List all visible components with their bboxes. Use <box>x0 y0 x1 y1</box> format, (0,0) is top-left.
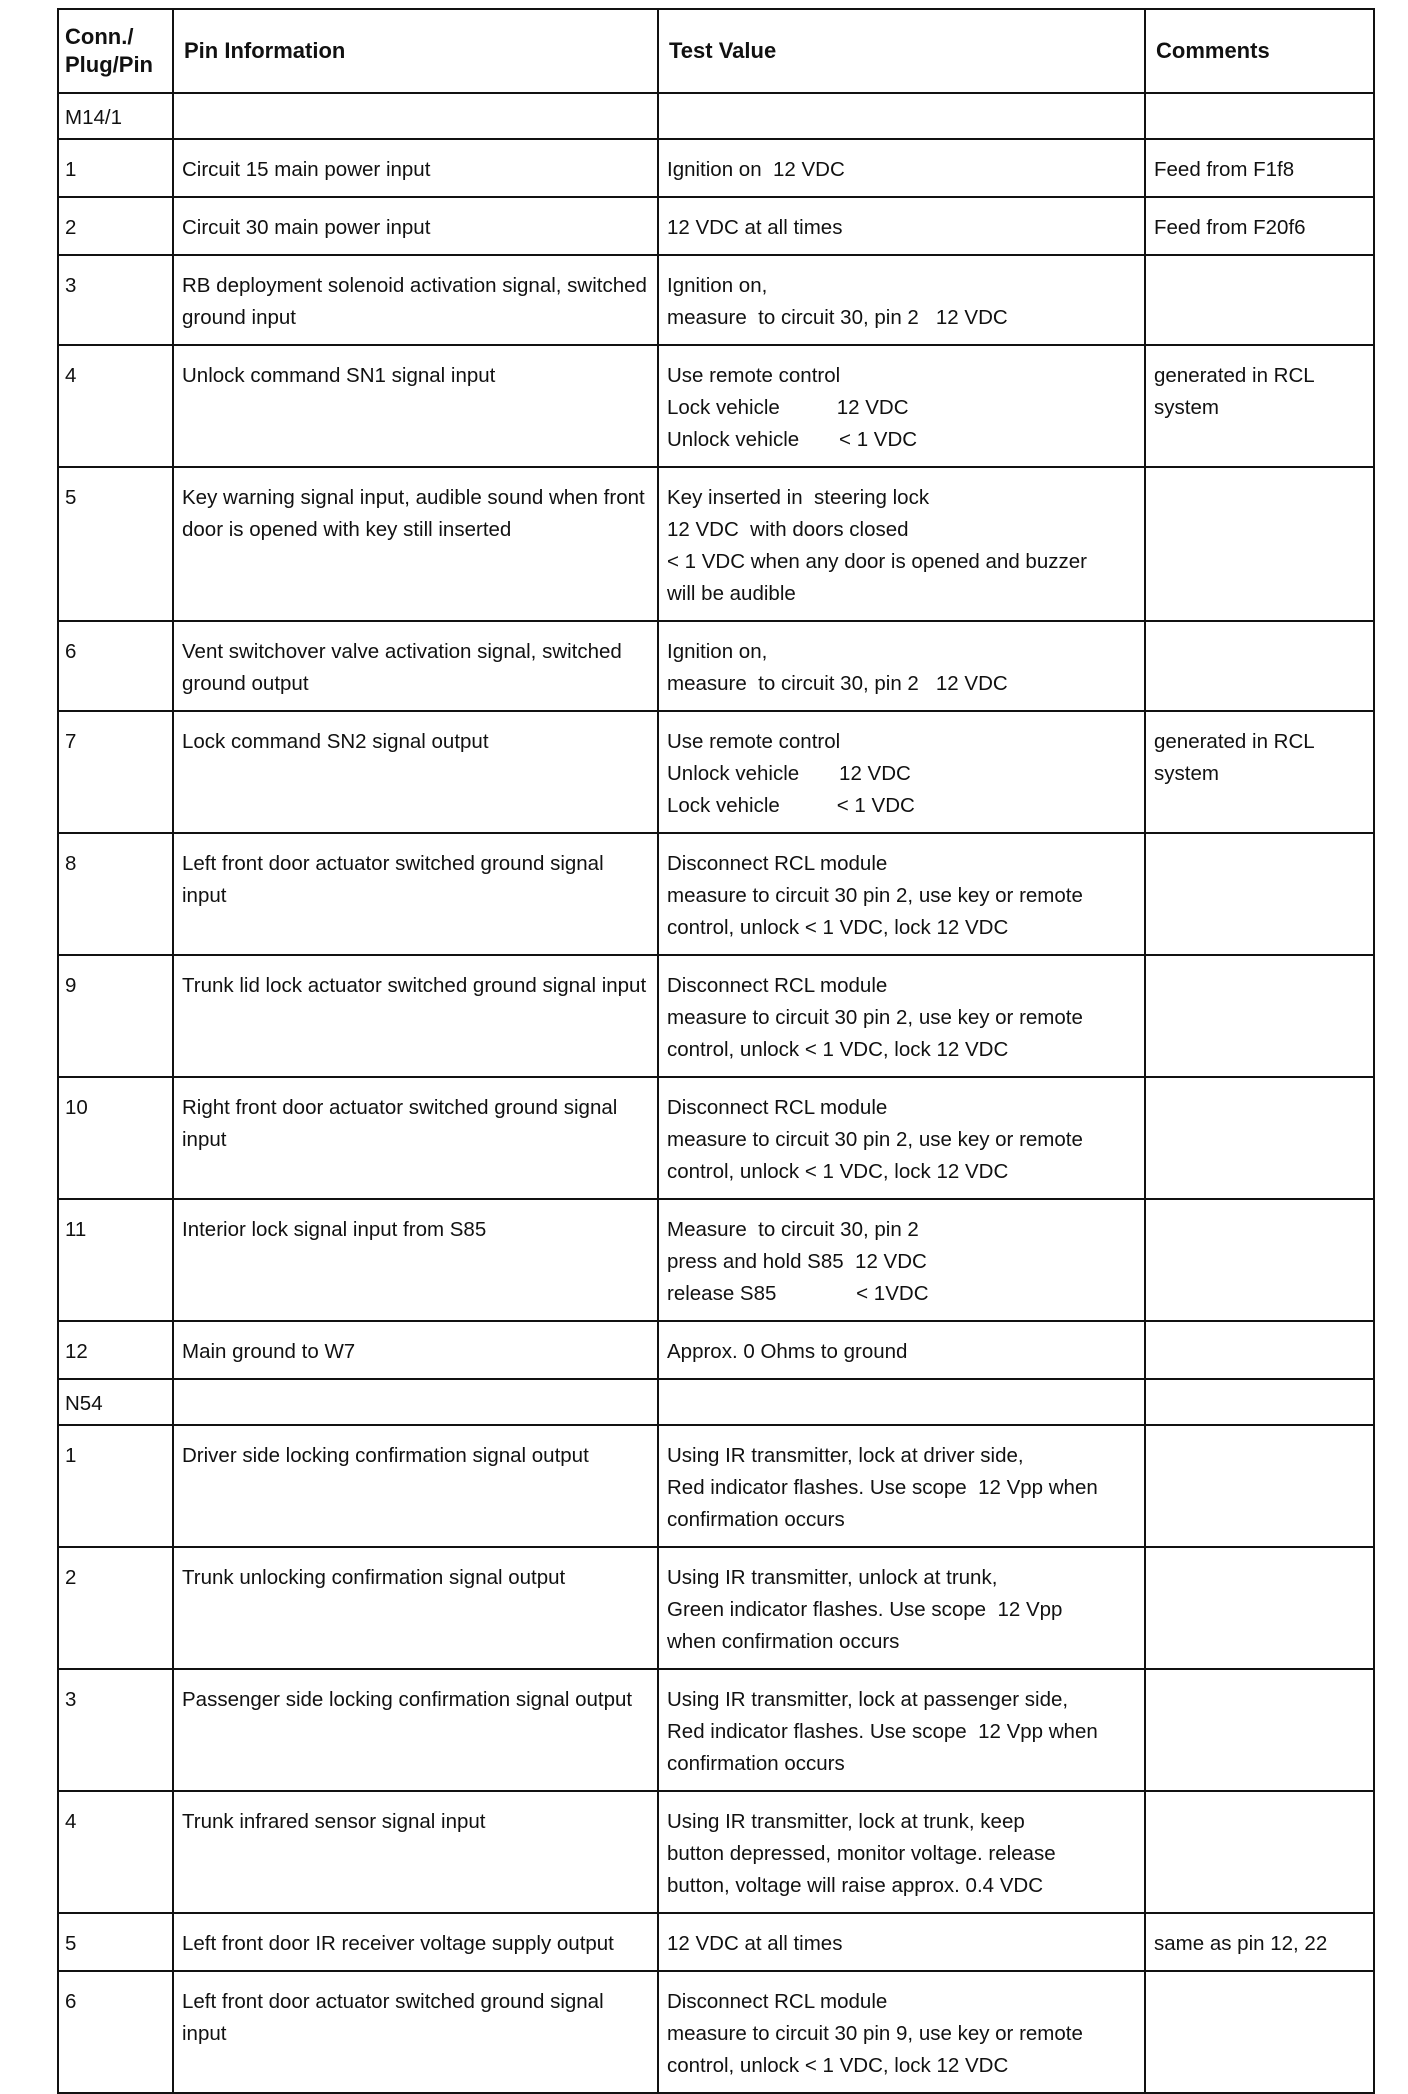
test-value-line: release S85 < 1VDC <box>667 1282 929 1305</box>
test-value-line: confirmation occurs <box>667 1752 845 1775</box>
cell-test-value <box>658 1321 1145 1379</box>
cell-comments <box>1145 1077 1374 1199</box>
cell-pin-information: Trunk infrared sensor signal input <box>173 1791 658 1913</box>
test-value-line: Using IR transmitter, lock at trunk, keep <box>667 1810 1025 1833</box>
test-value-line: Lock vehicle 12 VDC <box>667 396 909 419</box>
test-value-line: measure to circuit 30 pin 2, use key or remote <box>667 1128 1083 1151</box>
pin-table <box>57 8 1375 2094</box>
cell-comments <box>1145 1971 1374 2093</box>
table-row <box>58 833 1374 955</box>
table-row <box>58 1547 1374 1669</box>
test-value-line: press and hold S85 12 VDC <box>667 1250 927 1273</box>
cell-comments <box>1145 467 1374 621</box>
table-row <box>58 93 1374 139</box>
test-value-line: Approx. 0 Ohms to ground <box>667 1340 908 1363</box>
test-value-line: Ignition on, <box>667 274 768 297</box>
test-value-line: Disconnect RCL module <box>667 852 888 875</box>
table-row <box>58 1379 1374 1425</box>
table-row <box>58 467 1374 621</box>
test-value-line: Disconnect RCL module <box>667 974 888 997</box>
cell-test-value <box>658 621 1145 711</box>
table-body <box>58 93 1374 2093</box>
cell-pin-information: Trunk unlocking confirmation signal output <box>173 1547 658 1669</box>
cell-pin: 10 <box>58 1077 173 1199</box>
cell-comments: generated in RCL system <box>1145 345 1374 467</box>
cell-pin: 5 <box>58 467 173 621</box>
cell-test-value <box>658 139 1145 197</box>
test-value-line: Use remote control <box>667 730 841 753</box>
test-value-line: < 1 VDC when any door is opened and buzzer <box>667 550 1087 573</box>
table-row <box>58 621 1374 711</box>
cell-comments <box>1145 93 1374 139</box>
cell-pin-information: Key warning signal input, audible sound when front door is opened with key still inserted <box>173 467 658 621</box>
cell-test-value <box>658 1199 1145 1321</box>
cell-pin: 4 <box>58 345 173 467</box>
cell-pin-information: Unlock command SN1 signal input <box>173 345 658 467</box>
test-value-line: Unlock vehicle < 1 VDC <box>667 428 918 451</box>
test-value-line: Disconnect RCL module <box>667 1096 888 1119</box>
test-value-line: control, unlock < 1 VDC, lock 12 VDC <box>667 916 1009 939</box>
cell-test-value <box>658 1077 1145 1199</box>
cell-test-value <box>658 255 1145 345</box>
table-row <box>58 711 1374 833</box>
cell-test-value <box>658 467 1145 621</box>
cell-pin-information: Circuit 30 main power input <box>173 197 658 255</box>
test-value-line: Red indicator flashes. Use scope 12 Vpp when <box>667 1476 1098 1499</box>
cell-comments <box>1145 255 1374 345</box>
test-value-line: will be audible <box>667 582 796 605</box>
table-row <box>58 255 1374 345</box>
test-value-line: control, unlock < 1 VDC, lock 12 VDC <box>667 1038 1009 1061</box>
cell-pin-information: Left front door actuator switched ground signal input <box>173 1971 658 2093</box>
table-row <box>58 345 1374 467</box>
cell-comments <box>1145 1669 1374 1791</box>
cell-pin: 2 <box>58 197 173 255</box>
cell-pin: 3 <box>58 255 173 345</box>
test-value-line: Using IR transmitter, lock at passenger side, <box>667 1688 1069 1711</box>
test-value-line: control, unlock < 1 VDC, lock 12 VDC <box>667 1160 1009 1183</box>
test-value-line: Ignition on 12 VDC <box>667 158 845 181</box>
table-row <box>58 1669 1374 1791</box>
cell-pin-information: Passenger side locking confirmation signal output <box>173 1669 658 1791</box>
cell-pin: 6 <box>58 1971 173 2093</box>
test-value-line: Disconnect RCL module <box>667 1990 888 2013</box>
test-value-line: 12 VDC with doors closed <box>667 518 909 541</box>
header-test-value: Test Value <box>658 9 1145 93</box>
cell-pin: 11 <box>58 1199 173 1321</box>
table-row <box>58 1425 1374 1547</box>
test-value-line: measure to circuit 30 pin 2, use key or remote <box>667 884 1083 907</box>
table-row <box>58 1321 1374 1379</box>
cell-pin-information: Driver side locking confirmation signal output <box>173 1425 658 1547</box>
cell-pin: 9 <box>58 955 173 1077</box>
cell-pin: 7 <box>58 711 173 833</box>
cell-pin: 12 <box>58 1321 173 1379</box>
cell-test-value <box>658 1425 1145 1547</box>
cell-comments: same as pin 12, 22 <box>1145 1913 1374 1971</box>
cell-pin-information: Right front door actuator switched ground signal input <box>173 1077 658 1199</box>
cell-pin: 8 <box>58 833 173 955</box>
test-value-line: measure to circuit 30 pin 2, use key or remote <box>667 1006 1083 1029</box>
test-value-line: Unlock vehicle 12 VDC <box>667 762 911 785</box>
cell-comments: generated in RCL system <box>1145 711 1374 833</box>
table-row <box>58 1199 1374 1321</box>
test-value-line: Red indicator flashes. Use scope 12 Vpp when <box>667 1720 1098 1743</box>
test-value-line: confirmation occurs <box>667 1508 845 1531</box>
test-value-line: button, voltage will raise approx. 0.4 VDC <box>667 1874 1044 1897</box>
table-row <box>58 1913 1374 1971</box>
cell-pin-information: RB deployment solenoid activation signal, switched ground input <box>173 255 658 345</box>
cell-pin-information <box>173 93 658 139</box>
test-value-line: Using IR transmitter, unlock at trunk, <box>667 1566 998 1589</box>
cell-comments <box>1145 955 1374 1077</box>
test-value-line: measure to circuit 30 pin 9, use key or remote <box>667 2022 1083 2045</box>
cell-test-value <box>658 1913 1145 1971</box>
cell-pin: 3 <box>58 1669 173 1791</box>
cell-pin-information: Main ground to W7 <box>173 1321 658 1379</box>
cell-test-value <box>658 1379 1145 1425</box>
table-row <box>58 139 1374 197</box>
test-value-line: 12 VDC at all times <box>667 1932 843 1955</box>
header-conn-plug-pin: Conn./ Plug/Pin <box>58 9 173 93</box>
cell-test-value <box>658 711 1145 833</box>
cell-pin: 6 <box>58 621 173 711</box>
cell-comments <box>1145 1425 1374 1547</box>
cell-pin-information: Lock command SN2 signal output <box>173 711 658 833</box>
cell-test-value <box>658 93 1145 139</box>
table-row <box>58 197 1374 255</box>
cell-pin-information: Left front door IR receiver voltage supply output <box>173 1913 658 1971</box>
test-value-line: Use remote control <box>667 364 841 387</box>
cell-test-value <box>658 1547 1145 1669</box>
cell-pin-information: Circuit 15 main power input <box>173 139 658 197</box>
test-value-line: Measure to circuit 30, pin 2 <box>667 1218 919 1241</box>
cell-pin: 1 <box>58 1425 173 1547</box>
cell-comments <box>1145 1321 1374 1379</box>
cell-comments <box>1145 1199 1374 1321</box>
cell-pin-information: Interior lock signal input from S85 <box>173 1199 658 1321</box>
cell-comments <box>1145 1547 1374 1669</box>
table-header-row <box>58 9 1374 93</box>
cell-pin-information: Left front door actuator switched ground signal input <box>173 833 658 955</box>
cell-pin: 2 <box>58 1547 173 1669</box>
cell-pin-information: Vent switchover valve activation signal, switched ground output <box>173 621 658 711</box>
test-value-line: Key inserted in steering lock <box>667 486 930 509</box>
cell-comments <box>1145 621 1374 711</box>
test-value-line: control, unlock < 1 VDC, lock 12 VDC <box>667 2054 1009 2077</box>
cell-comments: Feed from F20f6 <box>1145 197 1374 255</box>
cell-pin: N54 <box>58 1379 173 1425</box>
test-value-line: Lock vehicle < 1 VDC <box>667 794 915 817</box>
cell-pin: M14/1 <box>58 93 173 139</box>
table-row <box>58 1971 1374 2093</box>
cell-pin: 5 <box>58 1913 173 1971</box>
test-value-line: button depressed, monitor voltage. release <box>667 1842 1056 1865</box>
table-row <box>58 1077 1374 1199</box>
cell-pin: 1 <box>58 139 173 197</box>
table-row <box>58 955 1374 1077</box>
cell-test-value <box>658 833 1145 955</box>
test-value-line: measure to circuit 30, pin 2 12 VDC <box>667 672 1008 695</box>
test-value-line: measure to circuit 30, pin 2 12 VDC <box>667 306 1008 329</box>
test-value-line: Ignition on, <box>667 640 768 663</box>
cell-pin-information: Trunk lid lock actuator switched ground signal input <box>173 955 658 1077</box>
cell-comments <box>1145 1379 1374 1425</box>
table-row <box>58 1791 1374 1913</box>
test-value-line: Using IR transmitter, lock at driver side, <box>667 1444 1024 1467</box>
cell-test-value <box>658 1971 1145 2093</box>
cell-test-value <box>658 345 1145 467</box>
cell-test-value <box>658 955 1145 1077</box>
cell-test-value <box>658 197 1145 255</box>
cell-pin: 4 <box>58 1791 173 1913</box>
cell-pin-information <box>173 1379 658 1425</box>
cell-comments: Feed from F1f8 <box>1145 139 1374 197</box>
test-value-line: when confirmation occurs <box>667 1630 900 1653</box>
cell-comments <box>1145 833 1374 955</box>
cell-test-value <box>658 1669 1145 1791</box>
header-pin-information: Pin Information <box>173 9 658 93</box>
header-comments: Comments <box>1145 9 1374 93</box>
test-value-line: Green indicator flashes. Use scope 12 Vpp <box>667 1598 1063 1621</box>
test-value-line: 12 VDC at all times <box>667 216 843 239</box>
cell-test-value <box>658 1791 1145 1913</box>
cell-comments <box>1145 1791 1374 1913</box>
